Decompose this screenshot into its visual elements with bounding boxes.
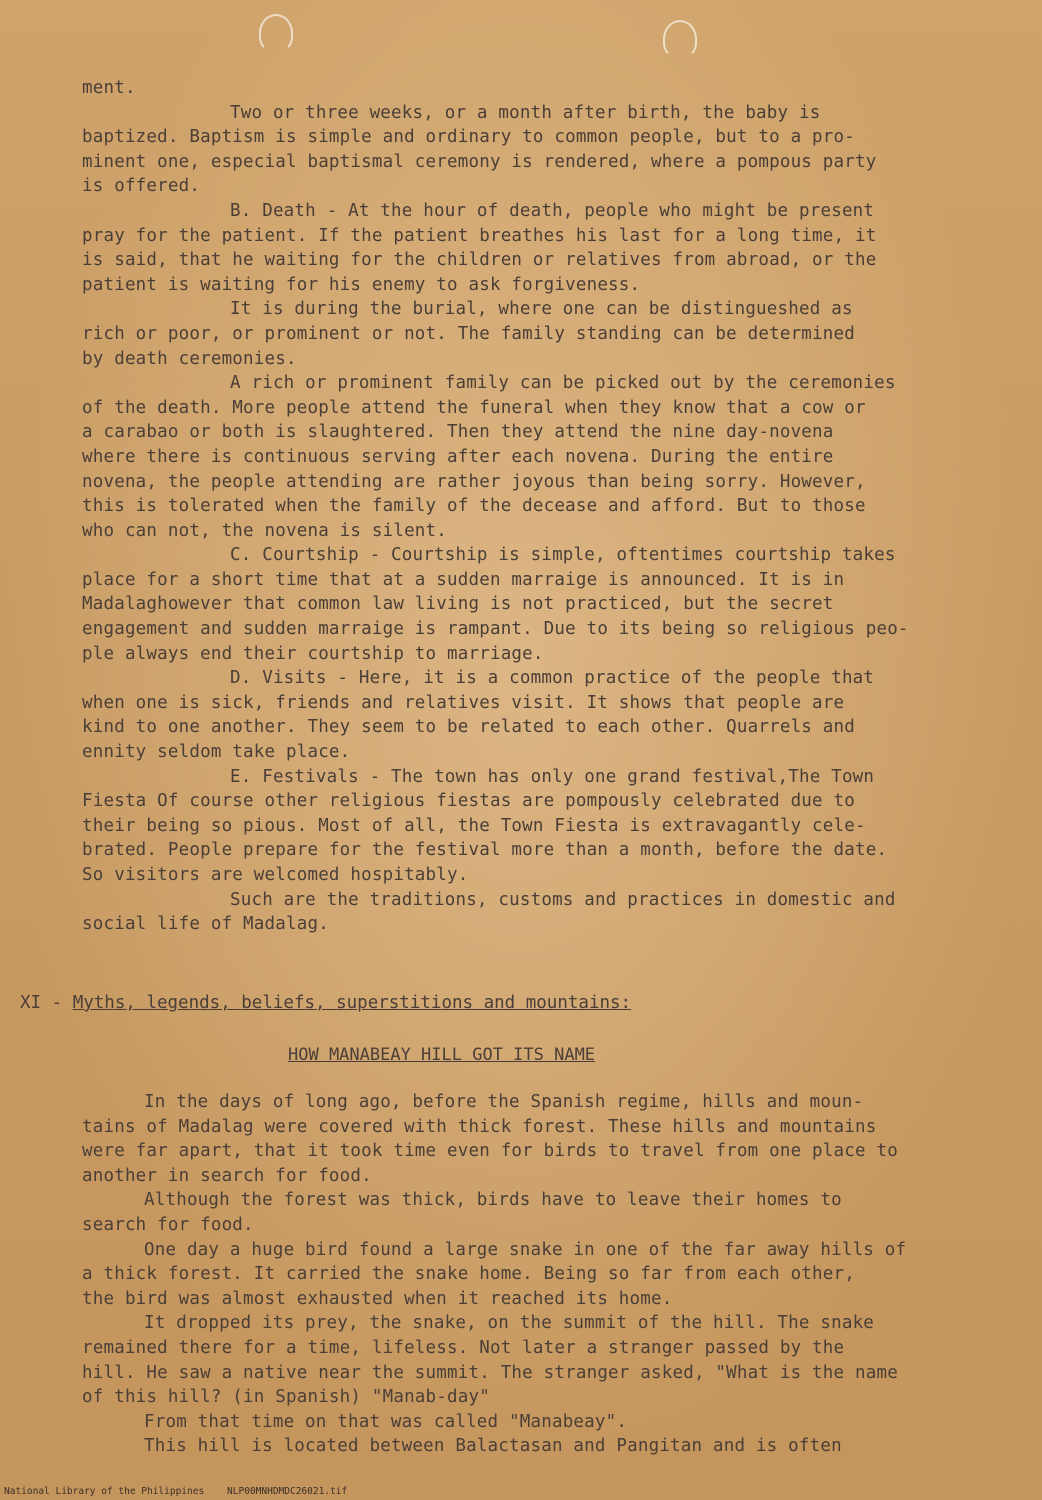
text-line: In the days of long ago, before the Spanish regime, hills and moun- [144, 1092, 864, 1112]
text-line: a carabao or both is slaughtered. Then they attend the nine day-novena [82, 422, 834, 443]
punch-hole-mark [259, 14, 293, 52]
section-title: Myths, legends, beliefs, superstitions and mountains: [72, 993, 632, 1013]
text-line: social life of Madalag. [82, 914, 329, 935]
text-line: patient is waiting for his enemy to ask forgiveness. [82, 274, 641, 295]
text-line: the bird was almost exhausted when it reached its home. [82, 1288, 673, 1309]
text-line: brated. People prepare for the festival more than a month, before the date. [82, 840, 888, 861]
text-line: where there is continuous serving after each novena. During the entire [82, 446, 834, 467]
text-line: It is during the burial, where one can be distingueshed as [230, 299, 853, 320]
text-line: B. Death - At the hour of death, people who might be present [230, 200, 875, 221]
text-line: of the death. More people attend the funeral when they know that a cow or [82, 397, 866, 418]
text-line: Although the forest was thick, birds have to leave their homes to [144, 1190, 842, 1211]
text-line: E. Festivals - The town has only one grand festival,The Town [230, 766, 875, 787]
text-line: their being so pious. Most of all, the Town Fiesta is extravagantly cele- [82, 815, 866, 836]
text-line: is offered. [82, 176, 201, 197]
text-line: by death ceremonies. [82, 348, 297, 369]
text-line: kind to one another. They seem to be related to each other. Quarrels and [82, 717, 855, 738]
text-line: It dropped its prey, the snake, on the summit of the hill. The snake [144, 1313, 875, 1334]
section-number: XI - [20, 993, 73, 1013]
text-line: were far apart, that it took time even for birds to travel from one place to [82, 1141, 898, 1162]
punch-hole-mark [663, 20, 697, 58]
section-heading [20, 990, 631, 1016]
text-line: Madalaghowever that common law living is not practiced, but the secret [82, 594, 834, 615]
text-line: A rich or prominent family can be picked out by the ceremonies [230, 373, 896, 394]
text-line: when one is sick, friends and relatives visit. It shows that people are [82, 692, 845, 713]
text-line: novena, the people attending are rather joyous than being sorry. However, [82, 471, 866, 492]
story-title: HOW MANABEAY HILL GOT ITS NAME [288, 1045, 596, 1065]
text-line: remained there for a time, lifeless. Not later a stranger passed by the [82, 1337, 845, 1358]
text-line: From that time on that was called "Manabeay". [144, 1411, 628, 1432]
text-line: place for a short time that at a sudden marraige is announced. It is in [82, 569, 845, 590]
text-line: Such are the traditions, customs and practices in domestic and [230, 889, 896, 910]
text-line: So visitors are welcomed hospitably. [82, 865, 469, 885]
text-line: ple always end their courtship to marriage. [82, 643, 544, 664]
text-line: minent one, especial baptismal ceremony is rendered, where a pompous party [82, 151, 877, 172]
text-line: another in search for food. [82, 1165, 372, 1186]
text-line: baptized. Baptism is simple and ordinary to common people, but to a pro- [82, 127, 855, 148]
story-text [82, 1090, 1022, 1459]
text-line: of this hill? (in Spanish) "Manab-day" [82, 1387, 490, 1408]
text-line: Fiesta Of course other religious fiestas are pompously celebrated due to [82, 791, 855, 812]
text-line: pray for the patient. If the patient breathes his last for a long time, it [82, 225, 877, 246]
text-line: C. Courtship - Courtship is simple, oftentimes courtship takes [230, 545, 896, 566]
text-line: ennity seldom take place. [82, 742, 351, 763]
text-line: ment. [82, 78, 136, 98]
text-line: tains of Madalag were covered with thick forest. These hills and mountains [82, 1116, 877, 1137]
text-line: This hill is located between Balactasan and Pangitan and is often [144, 1436, 842, 1457]
body-text [82, 76, 1022, 937]
text-line: search for food. [82, 1214, 254, 1235]
text-line: D. Visits - Here, it is a common practice of the people that [230, 668, 875, 689]
text-line: who can not, the novena is silent. [82, 520, 448, 541]
text-line: engagement and sudden marraige is rampant. Due to its being so religious peo- [82, 619, 909, 640]
text-line: is said, that he waiting for the children or relatives from abroad, or the [82, 250, 877, 271]
text-line: a thick forest. It carried the snake home. Being so far from each other, [82, 1264, 855, 1285]
text-line: hill. He saw a native near the summit. The stranger asked, "What is the name [82, 1362, 898, 1383]
text-line: Two or three weeks, or a month after birth, the baby is [230, 102, 821, 123]
text-line: One day a huge bird found a large snake in one of the far away hills of [144, 1239, 907, 1260]
archive-footer: National Library of the Philippines NLP00MNHDMDC26021.tif [4, 1486, 348, 1497]
text-line: this is tolerated when the family of the decease and afford. But to those [82, 496, 866, 517]
text-line: rich or poor, or prominent or not. The family standing can be determined [82, 323, 855, 344]
